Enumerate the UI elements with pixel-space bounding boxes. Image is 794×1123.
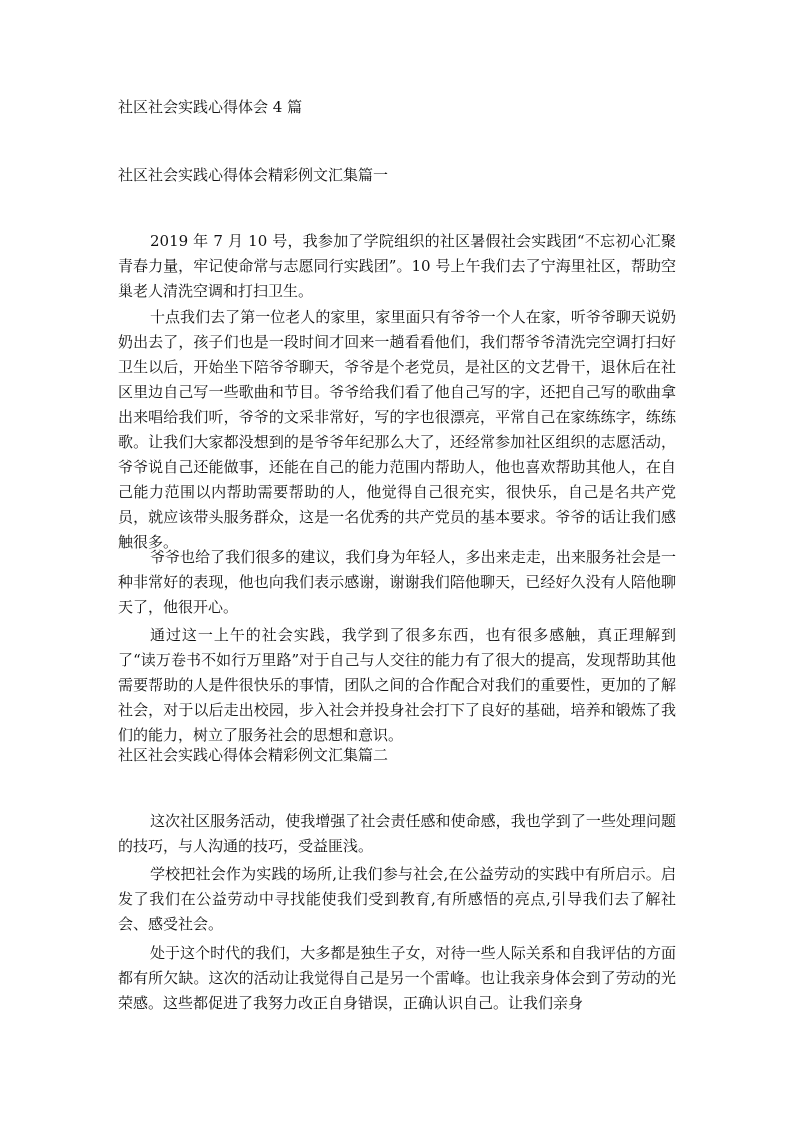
section-heading-1: 社区社会实践心得体会精彩例文汇集篇一 xyxy=(118,166,389,184)
paragraph: 爷爷也给了我们很多的建议，我们身为年轻人，多出来走走，出来服务社会是一种非常好的表现，他也向我们表示感谢，谢谢我们陪他聊天，已经好久没有人陪他聊天了，他很开心。 xyxy=(118,548,676,616)
paragraph: 这次社区服务活动，使我增强了社会责任感和使命感，我也学到了一些处理问题的技巧，与人沟通的技巧，受益匪浅。 xyxy=(118,812,676,855)
paragraph: 处于这个时代的我们，大多都是独生子女，对待一些人际关系和自我评估的方面都有所欠缺。这次的活动让我觉得自己是另一个雷峰。也让我亲身体会到了劳动的光荣感。这些都促进了我努力改正自身错误，正确认识自己。让我们亲身 xyxy=(118,944,676,1012)
section-heading-2: 社区社会实践心得体会精彩例文汇集篇二 xyxy=(118,746,389,764)
paragraph: 十点我们去了第一位老人的家里，家里面只有爷爷一个人在家，听爷爷聊天说奶奶出去了，孩子们也是一段时间才回来一趟看看他们，我们帮爷爷清洗完空调打扫好卫生以后，开始坐下陪爷爷聊天，爷爷是个老党员，是社区的文艺骨干，退休后在社区里边自己写一些歌曲和节目。爷爷给我们看了他自己写的字，还把自己写的歌曲拿出来唱给我们听，爷爷的文采非常好，写的字也很漂亮，平常自己在家练练字，练练歌。让我们大家都没想到的是爷爷年纪那么大了，还经常参加社区组织的志愿活动，爷爷说自己还能做事，还能在自己的能力范围内帮助人，他也喜欢帮助其他人，在自己能力范围以内帮助需要帮助的人，他觉得自己很充实，很快乐，自己是名共产党员，就应该带头服务群众，这是一名优秀的共产党员的基本要求。爷爷的话让我们感触很多。 xyxy=(118,308,676,551)
paragraph: 学校把社会作为实践的场所,让我们参与社会,在公益劳动的实践中有所启示。启发了我们在公益劳动中寻找能使我们受到教育,有所感悟的亮点,引导我们去了解社会、感受社会。 xyxy=(118,865,676,933)
document-title: 社区社会实践心得体会 4 篇 xyxy=(118,98,303,116)
paragraph: 通过这一上午的社会实践，我学到了很多东西，也有很多感触，真正理解到了“读万卷书不如行万里路”对于自己与人交往的能力有了很大的提高，发现帮助其他需要帮助的人是件很快乐的事情，团队之间的合作配合对我们的重要性，更加的了解社会，对于以后走出校园，步入社会并投身社会打下了良好的基础，培养和锻炼了我们的能力，树立了服务社会的思想和意识。 xyxy=(118,626,676,744)
paragraph: 2019 年 7 月 10 号，我参加了学院组织的社区暑假社会实践团“不忘初心汇聚青春力量，牢记使命常与志愿同行实践团”。10 号上午我们去了宁海里社区，帮助空巢老人清洗空调和打扫卫生。 xyxy=(118,232,676,300)
